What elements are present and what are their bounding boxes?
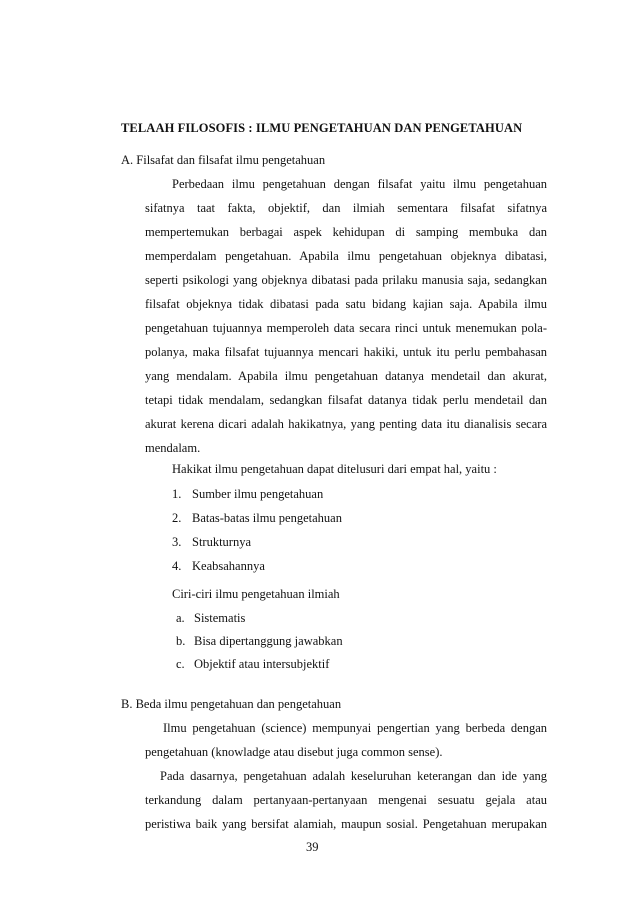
- list-item-number: 4.: [172, 559, 182, 573]
- section-b-heading: B. Beda ilmu pengetahuan dan pengetahuan: [121, 697, 342, 711]
- list-item-letter: c.: [176, 657, 185, 671]
- section-a-para1-line: seperti psikologi yang objeknya dibatasi pada prilaku manusia saja, sedangkan: [145, 273, 547, 287]
- list-item-letter: a.: [176, 611, 185, 625]
- list-item-text: Sumber ilmu pengetahuan: [192, 487, 324, 501]
- list-item-text: Bisa dipertanggung jawabkan: [194, 634, 343, 648]
- list-item-letter: b.: [176, 634, 186, 648]
- section-a-para1-line: polanya, maka filsafat tujuannya mencari hakiki, untuk itu perlu pembahasan: [145, 345, 547, 359]
- section-a-para1-line: pengetahuan tujuannya memperoleh data secara rinci untuk menemukan pola-: [145, 321, 547, 335]
- section-a-heading: A. Filsafat dan filsafat ilmu pengetahuan: [121, 153, 326, 167]
- list-item-text: Keabsahannya: [192, 559, 265, 573]
- list-item-number: 2.: [172, 511, 182, 525]
- section-a-para1-line: tetapi tidak mendalam, sedangkan filsafat datanya tidak perlu mendetail dan: [145, 393, 547, 407]
- section-b-para2-line: peristiwa baik yang bersifat alamiah, maupun sosial. Pengetahuan merupakan: [145, 817, 547, 831]
- section-a-para1-line: filsafat objeknya tidak dibatasi pada satu bidang kajian saja. Apabila ilmu: [145, 297, 547, 311]
- section-a-para1-line: sifatnya taat fakta, objektif, dan ilmiah sementara filsafat sifatnya: [145, 201, 547, 215]
- section-a-para1-line: memperdalam pengetahuan. Apabila ilmu pengetahuan objeknya dibatasi,: [145, 249, 547, 263]
- section-a-para3: Ciri-ciri ilmu pengetahuan ilmiah: [172, 587, 340, 601]
- list-item-number: 3.: [172, 535, 182, 549]
- section-a-para1-line: mendalam.: [145, 441, 201, 455]
- section-b-para2-line: Pada dasarnya, pengetahuan adalah keseluruhan keterangan dan ide yang: [160, 769, 547, 783]
- list-item-text: Sistematis: [194, 611, 246, 625]
- section-a-para1-line: akurat kerena dicari adalah hakikatnya, yang penting data itu dianalisis secara: [145, 417, 547, 431]
- section-a-para1-line: yang mendalam. Apabila ilmu pengetahuan datanya mendetail dan akurat,: [145, 369, 547, 383]
- list-item-text: Objektif atau intersubjektif: [194, 657, 330, 671]
- document-title: TELAAH FILOSOFIS : ILMU PENGETAHUAN DAN PENGETAHUAN: [121, 121, 523, 135]
- section-b-para2-line: terkandung dalam pertanyaan-pertanyaan mengenai sesuatu gejala atau: [145, 793, 547, 807]
- page-number: 39: [306, 840, 319, 854]
- list-item-text: Batas-batas ilmu pengetahuan: [192, 511, 342, 525]
- section-a-para1-line: mempertemukan berbagai aspek kehidupan di samping membuka dan: [145, 225, 547, 239]
- section-b-para1-line: Ilmu pengetahuan (science) mempunyai pengertian yang berbeda dengan: [163, 721, 547, 735]
- section-a-para2: Hakikat ilmu pengetahuan dapat ditelusuri dari empat hal, yaitu :: [172, 462, 497, 476]
- list-item-number: 1.: [172, 487, 182, 501]
- section-b-para1-line: pengetahuan (knowladge atau disebut juga common sense).: [145, 745, 443, 759]
- section-a-para1-line: Perbedaan ilmu pengetahuan dengan filsafat yaitu ilmu pengetahuan: [172, 177, 547, 191]
- list-item-text: Strukturnya: [192, 535, 252, 549]
